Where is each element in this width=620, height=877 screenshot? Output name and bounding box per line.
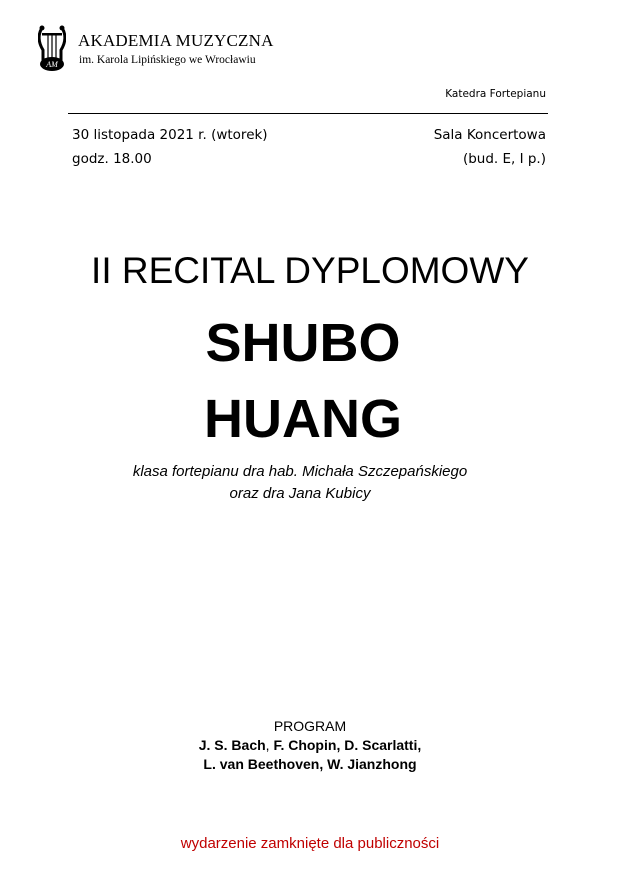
institution-subtitle: im. Karola Lipińskiego we Wrocławiu bbox=[79, 54, 256, 66]
performer-first-name: SHUBO bbox=[205, 313, 401, 373]
composers-line-2 bbox=[0, 755, 620, 774]
composer: F. Chopin bbox=[273, 737, 337, 753]
venue-block bbox=[434, 123, 546, 171]
composer: D. Scarlatti bbox=[344, 737, 418, 753]
teacher-info bbox=[0, 461, 600, 505]
event-time: godz. 18.00 bbox=[72, 151, 152, 167]
composer-separator: , bbox=[265, 737, 274, 753]
event-venue: Sala Koncertowa bbox=[433, 127, 546, 143]
event-venue-detail: (bud. E, I p.) bbox=[462, 151, 546, 167]
svg-text:AM: AM bbox=[46, 60, 58, 69]
composer-separator: , bbox=[336, 737, 345, 753]
closed-event-notice: wydarzenie zamknięte dla publiczności bbox=[180, 835, 440, 852]
date-time-block bbox=[72, 123, 268, 171]
program-heading: PROGRAM bbox=[273, 718, 347, 734]
department-label: Katedra Fortepianu bbox=[445, 88, 546, 100]
composer: W. Jianzhong bbox=[327, 756, 417, 772]
program-section bbox=[0, 717, 620, 774]
event-title: II RECITAL DYPLOMOWY bbox=[91, 250, 529, 291]
composer: L. van Beethoven bbox=[203, 756, 320, 772]
composers-line-1 bbox=[0, 736, 620, 755]
institution-name: AKADEMIA MUZYCZNA bbox=[78, 31, 274, 50]
header-divider bbox=[68, 113, 548, 114]
composer-separator: , bbox=[417, 737, 422, 753]
teacher-line-1: klasa fortepianu dra hab. Michała Szczepańskiego bbox=[132, 463, 468, 480]
event-date: 30 listopada 2021 r. (wtorek) bbox=[72, 127, 268, 143]
performer-last-name: HUANG bbox=[204, 389, 402, 449]
composer-separator: , bbox=[319, 756, 328, 772]
lyre-icon bbox=[38, 24, 66, 72]
teacher-line-2: oraz dra Jana Kubicy bbox=[229, 485, 371, 502]
composer: J. S. Bach bbox=[198, 737, 266, 753]
